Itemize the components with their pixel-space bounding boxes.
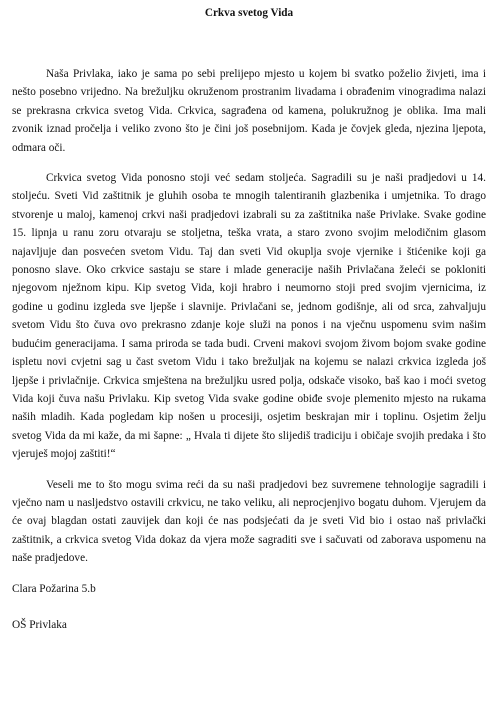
paragraph-conclusion: Veseli me to što mogu svima reći da su naši pradjedovi bez suvremene tehnologije sagradili i vječno nam u nasljedstvo ostavili crkvicu, ne tako veliku, ali neprocjenjivo bogatu duhom. Vjerujem da će ovaj blagdan ostati zauvijek dan koji će nas podsjećati da je sveti Vid bio i ostao naš privlački zaštitnik, a crkvica svetog Vida dokaz da vjera može sagraditi sve i sačuvati od zaborava uspomenu na naše pradjedove. [12, 478, 486, 565]
author-name: Clara Požarina 5.b [12, 582, 96, 595]
school-name: OŠ Privlaka [12, 618, 67, 631]
paragraph-history: Crkvica svetog Vida ponosno stoji već sedam stoljeća. Sagradili su je naši pradjedovi u 14. stoljeću. Sveti Vid zaštitnik je gluhih osoba te mnogih talentiranih glazbenika i umjetnika. To drago stvorenje u maloj, kamenoj crkvi naši pradjedovi izabrali su za zaštitnika naše Privlake. Svake godine 15. lipnja u ranu zoru otvaraju se stoljetna, teška vrata, a staro zvono svojim melodičnim glasom najavljuje dan posvećen svetom Vidu. Taj dan sveti Vid okuplja svoje vjernike i štićenike koji ga ponosno slave. Oko crkvice sastaju se stare i mlade generacije naših Privlačana želeći se pokloniti njegovom nježnom kipu. Kip svetog Vida, koji hrabro i neumorno stoji pred svojim vjernicima, iz godine u godinu izgleda sve ljepše i slavnije. Privlačani se, jednom godišnje, ali od srca, zahvaljuju svetom Vidu što čuva ovo prekrasno zdanje koje služi na ponos i na vječnu uspomenu svim našim budućim generacijama. I sama priroda se tada budi. Crveni makovi svojom živom bojom svake godine ispletu novi cvjetni sag u čast svetom Vidu i tako brežuljak na kojemu se nalazi crkvica izgleda još ljepše i privlačnije. Crkvica smještena na brežuljku usred polja, odskače visoko, baš kao i moći svetog Vida koji čuva našu Privlaku. Kip svetog Vida svake godine obiđe svoje plemenito mjesto na rukama naših mladih. Kada pogledam kip nošen u procesiji, osjetim beskrajan mir i toplinu. Osjetim želju svetog Vida da mi kaže, da mi šapne: „ Hvala ti dijete što slijediš tradiciju i običaje svojih predaka i što vjeruješ mojoj zaštiti!“ [12, 172, 486, 461]
document-title: Crkva svetog Vida [204, 7, 294, 19]
paragraph-intro: Naša Privlaka, iako je sama po sebi prelijepo mjesto u kojem bi svatko poželio živjeti, ima i nešto posebno vrijedno. Na brežuljku okruženom prostranim livadama i obrađenim vinogradima nalazi se prekrasna crkvica svetog Vida. Crkvica, sagrađena od kamena, polukružnog je oblika. Ima mali zvonik iznad pročelja i veliko zvono što je čini još posebnijom. Kada je čovjek gleda, njezina ljepota, odmara oči. [12, 68, 486, 154]
